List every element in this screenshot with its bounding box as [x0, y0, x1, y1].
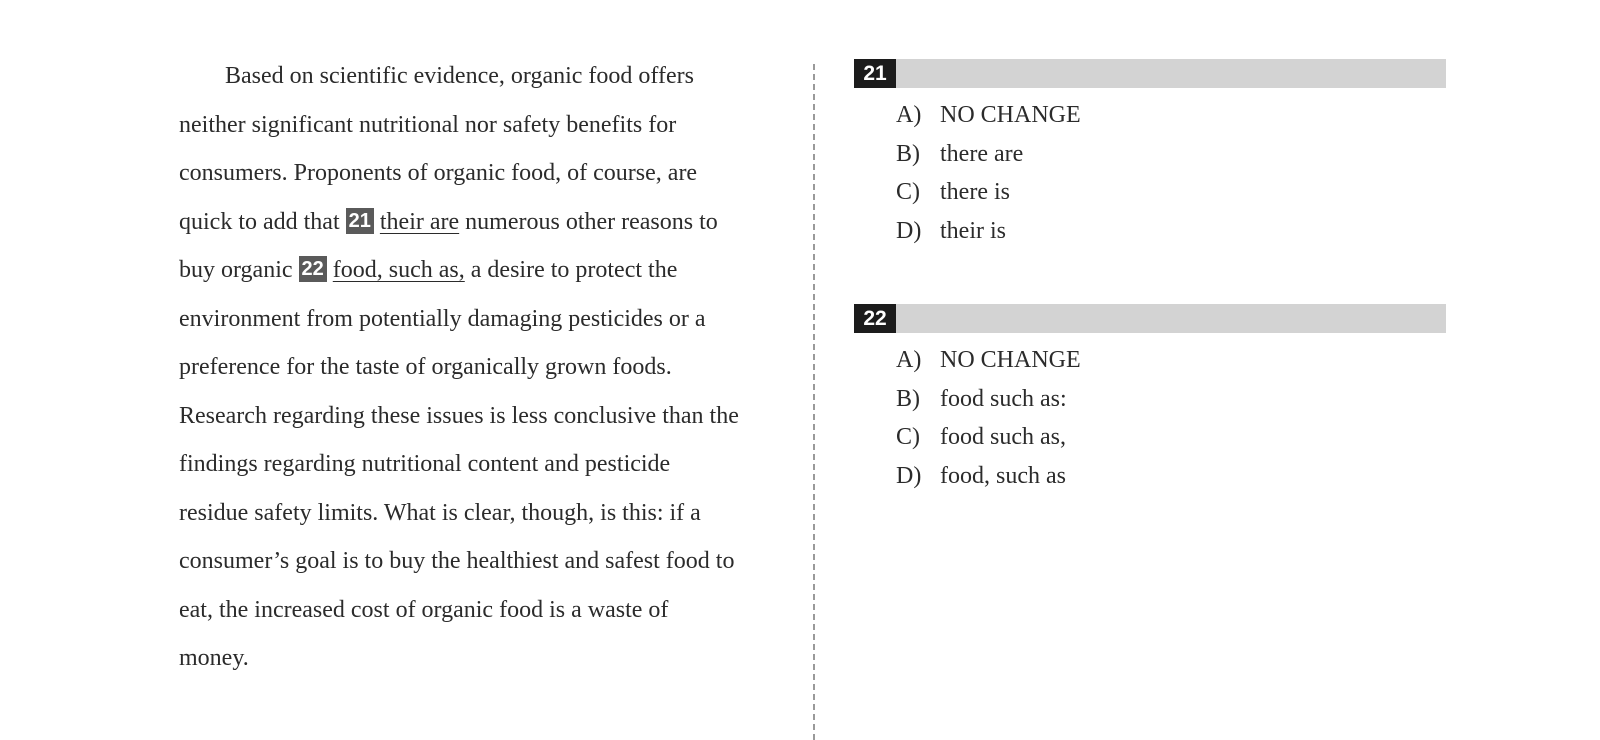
question-22 [854, 304, 1446, 495]
choice-letter: B) [896, 140, 920, 167]
choice-a[interactable] [896, 341, 1446, 380]
choice-text: there are [940, 140, 1024, 167]
column-divider [813, 64, 815, 740]
underlined-portion-22[interactable]: food, such as, [332, 257, 465, 283]
underlined-portion-21[interactable]: their are [379, 208, 460, 235]
passage-line: environment from potentially damaging pesticides or a [179, 305, 706, 332]
passage-line: consumer’s goal is to buy the healthiest and safest food to [179, 548, 735, 574]
choice-letter: A) [896, 347, 922, 373]
question-21 [854, 59, 1446, 250]
choice-letter: C) [896, 179, 920, 205]
choice-letter: C) [896, 424, 920, 450]
question-marker-22[interactable]: 22 [299, 256, 327, 282]
passage-line: neither significant nutritional nor safety benefits for [179, 111, 677, 138]
passage-line: money. [179, 645, 249, 671]
choice-letter: B) [896, 385, 920, 412]
choice-text: food, such as [940, 462, 1066, 489]
choice-c[interactable] [896, 418, 1446, 457]
choice-letter: D) [896, 217, 922, 244]
passage-line: residue safety limits. What is clear, though, is this: if a [179, 499, 701, 526]
question-header-bar [854, 59, 1446, 88]
passage-line: quick to add that 21 their are numerous other reasons to [179, 208, 718, 235]
choice-d[interactable] [896, 457, 1446, 496]
passage-line: consumers. Proponents of organic food, of course, are [179, 160, 698, 186]
choice-letter: A) [896, 102, 922, 128]
passage-line: findings regarding nutritional content and pesticide [179, 451, 671, 477]
question-number-22: 22 [854, 304, 896, 333]
choice-b[interactable] [896, 135, 1446, 174]
choice-d[interactable] [896, 212, 1446, 251]
choice-text: their is [940, 217, 1006, 244]
choice-a[interactable] [896, 96, 1446, 135]
question-number-21: 21 [854, 59, 896, 88]
choice-text: NO CHANGE [940, 347, 1081, 373]
passage-line: preference for the taste of organically grown foods. [179, 354, 672, 380]
passage-line: Based on scientific evidence, organic food offers [225, 63, 694, 89]
question-header-bar [854, 304, 1446, 333]
answer-choices [896, 341, 1446, 495]
passage-line: Research regarding these issues is less conclusive than the [179, 402, 739, 429]
choice-text: food such as, [940, 424, 1066, 450]
choice-letter: D) [896, 462, 922, 489]
choice-text: NO CHANGE [940, 102, 1081, 128]
choice-c[interactable] [896, 173, 1446, 212]
choice-text: food such as: [940, 385, 1067, 412]
reading-passage [179, 52, 789, 683]
question-marker-21[interactable]: 21 [346, 208, 374, 234]
passage-line: buy organic 22 food, such as, a desire to protect the [179, 257, 678, 283]
answer-choices [896, 96, 1446, 250]
choice-text: there is [940, 179, 1010, 205]
choice-b[interactable] [896, 380, 1446, 419]
passage-line: eat, the increased cost of organic food is a waste of [179, 596, 669, 623]
